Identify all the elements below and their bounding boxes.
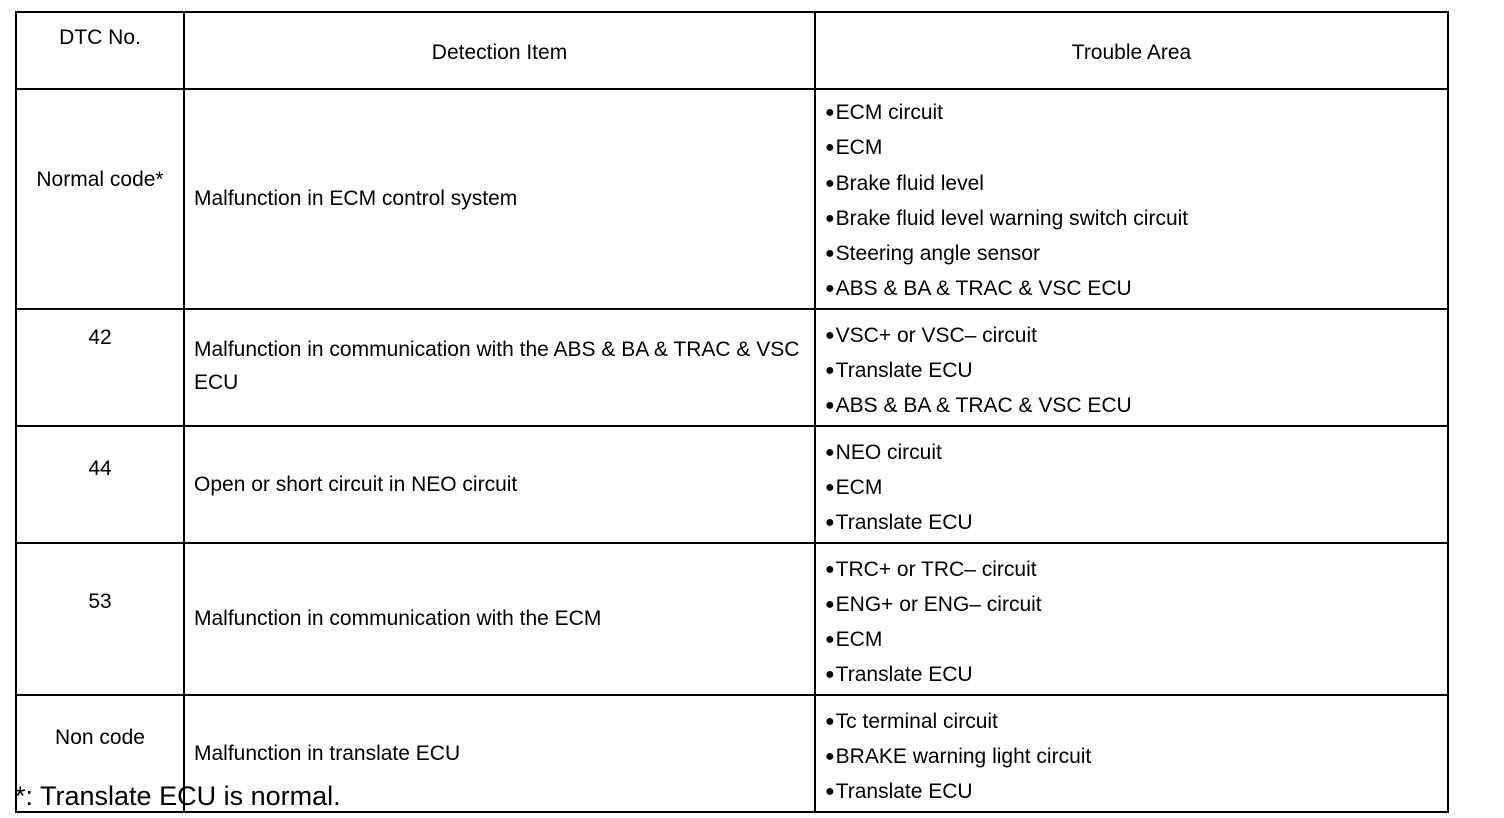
list-item: ●ABS & BA & TRAC & VSC ECU (825, 394, 1132, 418)
list-item: ●Translate ECU (825, 663, 973, 687)
dtc-code-cell: 44 (16, 426, 184, 543)
trouble-area-list (825, 553, 1447, 694)
table-row (16, 426, 1448, 543)
detection-item-cell: Open or short circuit in NEO circuit (184, 426, 815, 543)
list-item: ●BRAKE warning light circuit (825, 745, 1092, 769)
list-item: ●ECM (825, 628, 883, 652)
bullet-icon: ● (825, 326, 835, 344)
list-item: ●ENG+ or ENG– circuit (825, 592, 1042, 616)
list-item: ●ECM (825, 136, 883, 160)
list-item: ●ECM circuit (825, 101, 944, 124)
trouble-area-list (825, 96, 1447, 308)
bullet-icon: ● (825, 712, 835, 730)
list-item: ●ABS & BA & TRAC & VSC ECU (825, 277, 1132, 301)
list-item: ●ECM (825, 475, 883, 499)
list-item: ●VSC+ or VSC– circuit (825, 323, 1037, 347)
bullet-icon: ● (825, 174, 835, 192)
bullet-icon: ● (825, 783, 835, 801)
trouble-area-cell (815, 543, 1448, 695)
trouble-area-cell (815, 309, 1448, 426)
table-header-row (16, 12, 1448, 89)
header-dtc-no: DTC No. (16, 12, 184, 89)
list-item: ●Translate ECU (825, 780, 973, 804)
header-trouble-area: Trouble Area (815, 12, 1448, 89)
dtc-code-cell: Normal code* (16, 89, 184, 309)
bullet-icon: ● (825, 478, 835, 496)
bullet-icon: ● (825, 245, 835, 263)
trouble-area-list (825, 436, 1447, 542)
detection-item-cell: Malfunction in ECM control system (184, 89, 815, 309)
dtc-code-cell: 42 (16, 309, 184, 426)
detection-item-cell: Malfunction in communication with the ECM (184, 543, 815, 695)
bullet-icon: ● (825, 631, 835, 649)
bullet-icon: ● (825, 139, 835, 157)
trouble-area-cell (815, 89, 1448, 309)
dtc-code-cell: Non code (16, 695, 184, 812)
table-row (16, 89, 1448, 309)
table-row (16, 543, 1448, 695)
bullet-icon: ● (825, 209, 835, 227)
table-row (16, 309, 1448, 426)
list-item: ●Brake fluid level warning switch circuit (825, 206, 1189, 230)
detection-item-cell: Malfunction in communication with the ABS & BA & TRAC & VSC ECU (184, 309, 815, 426)
trouble-area-list (825, 319, 1447, 425)
detection-item-cell: Malfunction in translate ECU (184, 695, 815, 812)
bullet-icon: ● (825, 748, 835, 766)
list-item: ●Translate ECU (825, 511, 973, 535)
bullet-icon: ● (825, 397, 835, 415)
list-item: ●Tc terminal circuit (825, 709, 998, 733)
bullet-icon: ● (825, 666, 835, 684)
bullet-icon: ● (825, 514, 835, 532)
bullet-icon: ● (825, 595, 835, 613)
list-item: ●Steering angle sensor (825, 242, 1040, 266)
list-item: ●Brake fluid level (825, 171, 984, 195)
bullet-icon: ● (825, 280, 835, 298)
list-item: ●TRC+ or TRC– circuit (825, 557, 1037, 581)
bullet-icon: ● (825, 443, 835, 461)
dtc-code-cell: 53 (16, 543, 184, 695)
footnote: *: Translate ECU is normal. (15, 781, 341, 811)
list-item: ●Translate ECU (825, 359, 973, 383)
bullet-icon: ● (825, 104, 835, 121)
list-item: ●NEO circuit (825, 440, 942, 464)
trouble-area-cell (815, 426, 1448, 543)
trouble-area-list (825, 705, 1447, 811)
dtc-table (15, 11, 1449, 813)
trouble-area-cell (815, 695, 1448, 812)
bullet-icon: ● (825, 362, 835, 380)
header-detection-item: Detection Item (184, 12, 815, 89)
bullet-icon: ● (825, 560, 835, 578)
